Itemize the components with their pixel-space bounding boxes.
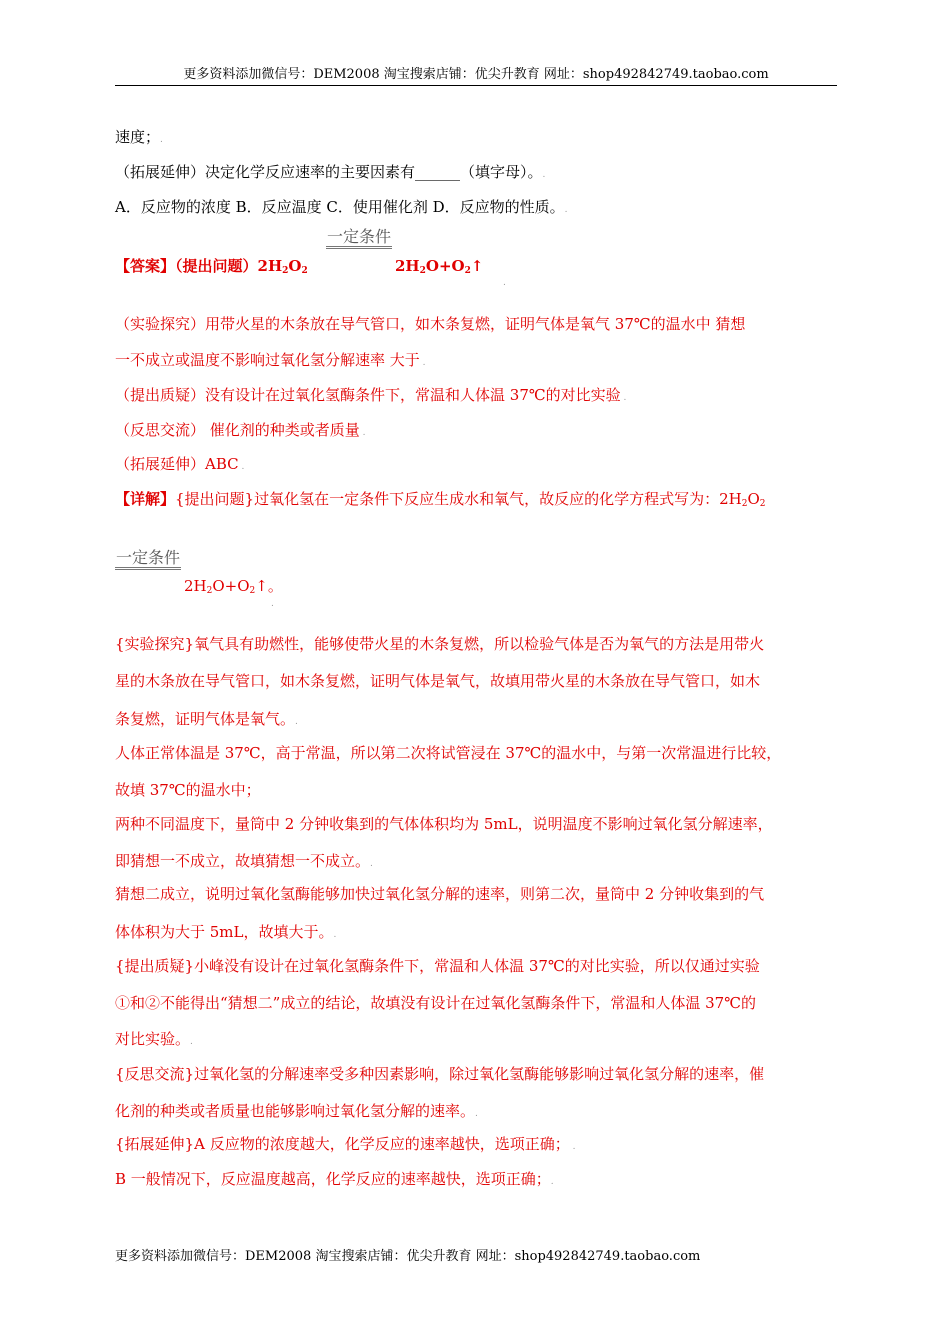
detail-line [115, 922, 336, 945]
answer-part1: （提出问题）2H [175, 257, 283, 275]
paragraph-mark: . [620, 393, 627, 403]
subscript: 2 [419, 266, 426, 276]
paragraph-mark: . [359, 428, 366, 438]
detail-line-text: {拓展延伸}A 反应物的浓度越大，化学反应的速率越快，选项正确； [115, 1135, 570, 1153]
paragraph-mark: . [550, 1177, 554, 1187]
paragraph-mark: . [419, 358, 426, 368]
detail-line-text: 化剂的种类或者质量也能够影响过氧化氢分解的速率。 [115, 1102, 476, 1120]
detail-line: 人体正常体温是 37℃，高于常温，所以第二次将试管浸在 37℃的温水中，与第一次常温进行比较， [115, 744, 782, 762]
paragraph-mark: . [564, 205, 568, 215]
detail-intro-text: {提出问题}过氧化氢在一定条件下反应生成水和氧气，故反应的化学方程式写为：2H [175, 490, 742, 508]
detail-line: 故填 37℃的温水中； [115, 781, 261, 799]
detail-line: {提出质疑}小峰没有设计在过氧化氢酶条件下，常温和人体温 37℃的对比实验，所以仅通过实验 [115, 957, 760, 975]
detail-line: 两种不同温度下，量筒中 2 分钟收集到的气体体积均为 5mL，说明温度不影响过氧化氢分解速率， [115, 815, 773, 833]
detail-line-text: 对比实验。 [115, 1030, 191, 1048]
question-text-1: 速度； [115, 128, 161, 146]
paragraph-mark: . [569, 1142, 576, 1152]
answer-label: 【答案】 [115, 257, 176, 275]
detail-line-text: 条复燃，证明气体是氧气。 [115, 710, 296, 728]
answer-explore-2-text: 一不成立或温度不影响过氧化氢分解速率 大于 [115, 351, 420, 369]
equation-text-b: O+O [212, 577, 250, 595]
answer-doubt-text: （提出质疑）没有设计在过氧化氢酶条件下，常温和人体温 37℃的对比实验 [115, 386, 621, 404]
detail-line: {实验探究}氧气具有助燃性，能够使带火星的木条复燃，所以检验气体是否为氧气的方法是用带火 [115, 635, 765, 653]
detail-line-text: 体体积为大于 5mL，故填大于。 [115, 923, 334, 941]
paragraph-mark: . [238, 462, 245, 472]
answer-extend [115, 454, 244, 477]
product-text: 2H [395, 257, 420, 275]
subscript: 2 [282, 266, 289, 276]
answer-reflect [115, 420, 366, 443]
detail-line: 猜想二成立，说明过氧化氢酶能够加快过氧化氢分解的速率，则第二次，量筒中 2 分钟收集到的气 [115, 885, 765, 903]
subscript: 2 [464, 266, 471, 276]
options-line [115, 197, 568, 220]
detail-line-text: B 一般情况下，反应温度越高，化学反应的速率越快，选项正确； [115, 1170, 551, 1188]
answer-part1b: O [288, 257, 302, 275]
product-text-b: O+O [425, 257, 465, 275]
paragraph-mark: . [503, 278, 506, 288]
condition-label: 一定条件 [115, 549, 181, 570]
detail-label: 【详解】 [115, 490, 176, 508]
detail-line: ①和②不能得出“猜想二”成立的结论，故填没有设计在过氧化氢酶条件下，常温和人体温 37℃的 [115, 994, 756, 1012]
subscript: 2 [249, 586, 256, 596]
arrow-up: ↑ [470, 257, 484, 275]
detail-equation [184, 576, 283, 596]
equation-text: 2H [184, 577, 207, 595]
equation-arrow: ↑。 [255, 577, 283, 595]
page-footer: 更多资料添加微信号：DEM2008 淘宝搜索店铺：优尖升教育 网址：shop492842749.taobao.com [115, 1249, 701, 1264]
question-line-1 [115, 127, 163, 150]
answer-line [115, 256, 308, 276]
paragraph-mark: . [160, 135, 163, 145]
detail-line [115, 709, 298, 732]
page-header: 更多资料添加微信号：DEM2008 淘宝搜索店铺：优尖升教育 网址：shop492842749.taobao.com [183, 67, 769, 82]
answer-explore-1: （实验探究）用带火星的木条放在导气管口，如木条复燃，证明气体是氧气 37℃的温水中 猜想 [115, 315, 746, 333]
detail-line [115, 851, 373, 874]
question-line-2 [115, 162, 545, 185]
detail-intro [115, 489, 766, 509]
question-text-2: （拓展延伸）决定化学反应速率的主要因素有______（填字母）。 [115, 163, 543, 181]
condition-label: 一定条件 [326, 228, 392, 249]
paragraph-mark: . [190, 1037, 193, 1047]
detail-line [115, 1134, 575, 1157]
header-divider [115, 85, 837, 86]
paragraph-mark: . [475, 1109, 478, 1119]
subscript: 2 [301, 266, 308, 276]
detail-line: 星的木条放在导气管口，如木条复燃，证明气体是氧气，故填用带火星的木条放在导气管口，如木 [115, 672, 761, 690]
answer-reflect-text: （反思交流） 催化剂的种类或者质量 [115, 421, 360, 439]
answer-explore-2 [115, 350, 426, 373]
detail-line-text: 即猜想一不成立，故填猜想一不成立。 [115, 852, 371, 870]
detail-line: {反思交流}过氧化氢的分解速率受多种因素影响，除过氧化氢酶能够影响过氧化氢分解的速率，催 [115, 1065, 765, 1083]
paragraph-mark: . [370, 859, 373, 869]
detail-line [115, 1169, 554, 1192]
subscript: 2 [206, 586, 213, 596]
options-text: A．反应物的浓度 B．反应温度 C．使用催化剂 D．反应物的性质。 [115, 198, 565, 216]
subscript: 2 [741, 499, 748, 509]
paragraph-mark: . [542, 170, 546, 180]
paragraph-mark: . [295, 717, 298, 727]
answer-doubt [115, 385, 626, 408]
paragraph-mark: . [271, 599, 274, 609]
subscript: 2 [759, 499, 766, 509]
detail-line [115, 1101, 478, 1124]
detail-line [115, 1029, 193, 1052]
paragraph-mark: . [333, 930, 337, 940]
answer-product [395, 256, 483, 276]
detail-intro-b: O [747, 490, 760, 508]
answer-extend-text: （拓展延伸）ABC [115, 455, 239, 473]
